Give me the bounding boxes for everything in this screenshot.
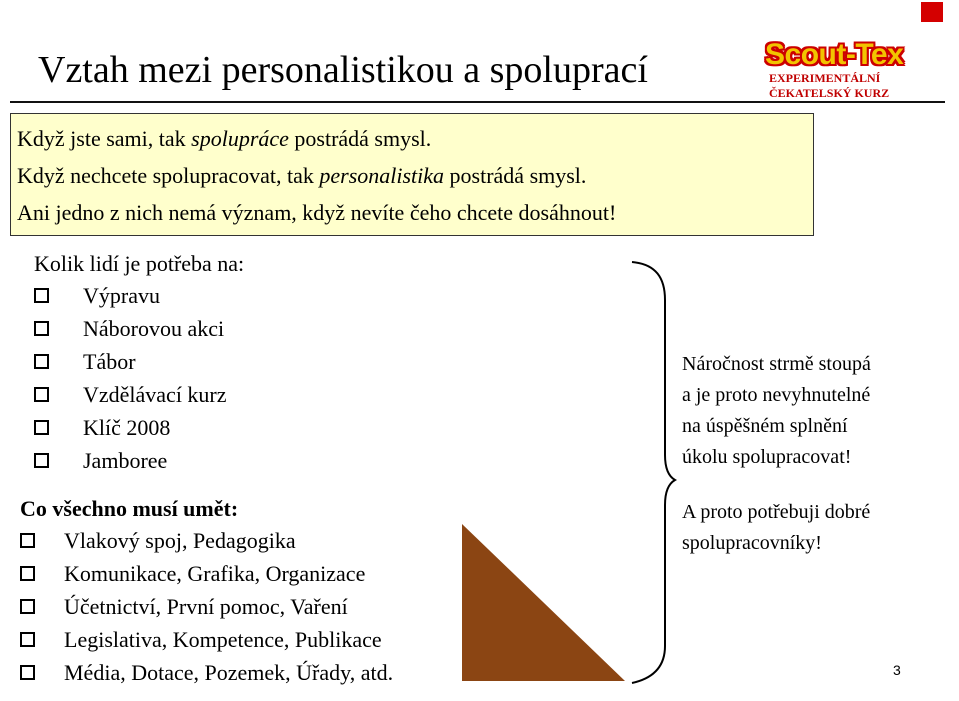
intro-line-1-end: postrádá smysl. <box>288 126 432 151</box>
brace-bracket <box>632 262 675 683</box>
skills-needed-heading: Co všechno musí umět: <box>20 496 239 521</box>
list-item-text: Komunikace, Grafika, Organizace <box>64 560 366 586</box>
list-item-text: Média, Dotace, Pozemek, Úřady, atd. <box>64 659 394 685</box>
people-needed-heading: Kolik lidí je potřeba na: <box>34 251 245 276</box>
conclusion-note <box>682 497 870 559</box>
side-note-line: na úspěšném splnění <box>682 415 848 437</box>
logo-wordmark: Scout-Tex <box>765 38 904 71</box>
list-item-text: Vzdělávací kurz <box>83 381 227 407</box>
list-item-text: Tábor <box>83 348 136 374</box>
side-note-line: úkolu spolupracovat! <box>682 446 852 468</box>
intro-line-1-emphasis: spolupráce <box>191 126 289 151</box>
conclusion-line: spolupracovníky! <box>682 532 822 554</box>
intro-line-3: Ani jedno z nich nemá význam, když nevíte čeho chcete dosáhnout! <box>17 200 617 225</box>
intro-line-1-text: Když jste sami, tak <box>17 126 192 151</box>
list-item-text: Jamboree <box>83 447 168 473</box>
list-item-text: Klíč 2008 <box>83 414 171 440</box>
difficulty-triangle <box>462 524 625 681</box>
slide-title: Vztah mezi personalistikou a spoluprací <box>38 49 648 91</box>
intro-line-2-emphasis: personalistika <box>319 163 445 188</box>
list-item-text: Náborovou akci <box>83 315 225 341</box>
list-item-text: Vlakový spoj, Pedagogika <box>64 527 296 553</box>
logo-subtitle-line2: ČEKATELSKÝ KURZ <box>769 86 890 100</box>
list-item-text: Výpravu <box>83 282 160 308</box>
list-item-text: Účetnictví, První pomoc, Vaření <box>64 593 348 619</box>
conclusion-line: A proto potřebuji dobré <box>682 501 871 523</box>
page-number: 3 <box>893 662 901 678</box>
list-item-text: Legislativa, Kompetence, Publikace <box>64 626 382 652</box>
intro-line-2-text: Když nechcete spolupracovat, tak <box>17 163 320 188</box>
side-note-line: a je proto nevyhnutelné <box>682 384 871 406</box>
side-note-line: Náročnost strmě stoupá <box>682 353 871 375</box>
side-note <box>682 349 871 473</box>
logo-subtitle-line1: EXPERIMENTÁLNÍ <box>769 71 881 85</box>
intro-line-2-end: postrádá smysl. <box>444 163 587 188</box>
